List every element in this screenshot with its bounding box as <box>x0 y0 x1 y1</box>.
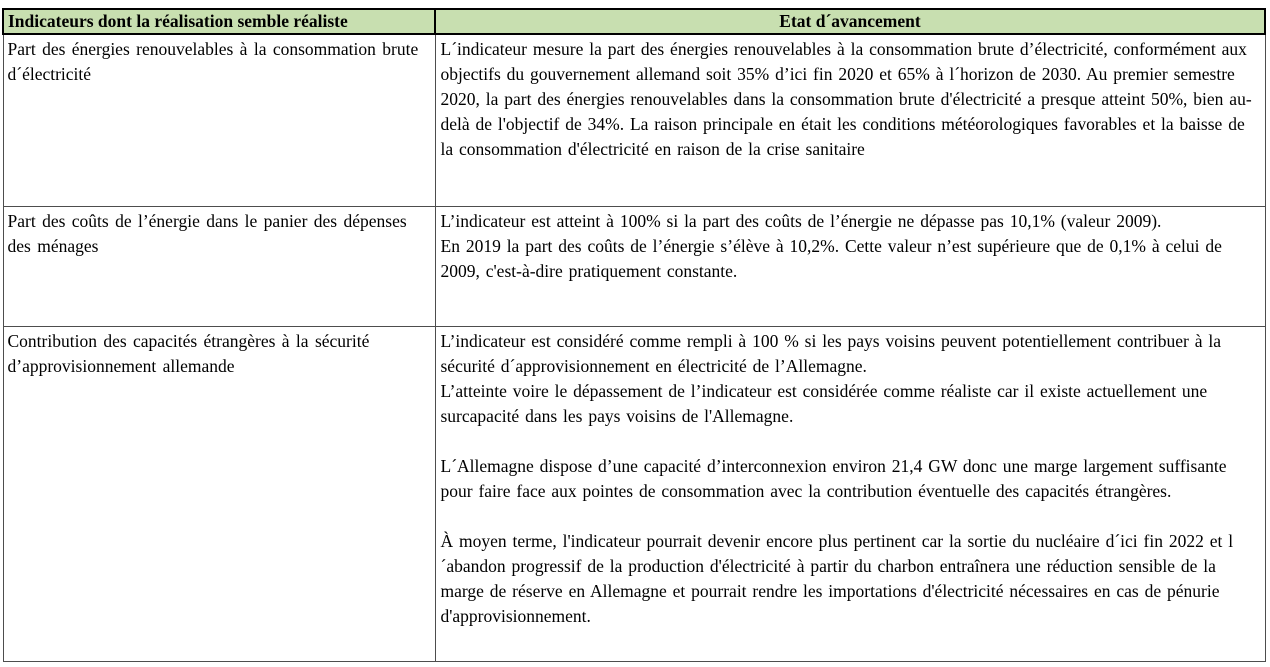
status-cell <box>435 326 1265 661</box>
status-cell <box>435 34 1265 206</box>
status-paragraph: L´Allemagne dispose d’une capacité d’interconnexion environ 21,4 GW donc une marge largement suffisante pour faire face aux pointes de consommation avec la contribution éventuelle des capacités étrangères. <box>440 455 1227 501</box>
header-indicators: Indicateurs dont la réalisation semble réaliste <box>3 9 435 34</box>
indicator-cell: Contribution des capacités étrangères à la sécurité d’approvisionnement allemande <box>3 326 435 661</box>
status-paragraph: En 2019 la part des coûts de l’énergie s’élève à 10,2%. Cette valeur n’est supérieure que de 0,1% à celui de 2009, c'est-à-dire pratiquement constante. <box>440 235 1222 281</box>
table-body <box>3 34 1265 661</box>
indicator-cell: Part des énergies renouvelables à la consommation brute d´électricité <box>3 34 435 206</box>
status-paragraph: L´indicateur mesure la part des énergies renouvelables à la consommation brute d’électricité, conformément aux objectifs du gouvernement allemand soit 35% d’ici fin 2020 et 65% à l´horizon de 2030. Au premier semestre 2020, la part des énergies renouvelables dans la consommation brute d'électricité a presque atteint 50%, bien au-delà de l'objectif de 34%. La raison principale en était les conditions météorologiques favorables et la baisse de la consommation d'électricité en raison de la crise sanitaire <box>440 39 1252 159</box>
header-row <box>3 9 1265 34</box>
status-paragraph: L’atteinte voire le dépassement de l’indicateur est considérée comme réaliste car il existe actuellement une surcapacité dans les pays voisins de l'Allemagne. <box>440 380 1208 426</box>
header-status: Etat d´avancement <box>435 9 1265 34</box>
table-row <box>3 206 1265 326</box>
blank-line <box>441 429 1259 454</box>
status-paragraph: L’indicateur est considéré comme rempli à 100 % si les pays voisins peuvent potentiellement contribuer à la sécurité d´approvisionnement en électricité de l’Allemagne. <box>440 330 1221 376</box>
indicators-table <box>2 8 1266 662</box>
table-row <box>3 326 1265 661</box>
indicator-cell: Part des coûts de l’énergie dans le panier des dépenses des ménages <box>3 206 435 326</box>
table-row <box>3 34 1265 206</box>
status-cell <box>435 206 1265 326</box>
table-header <box>3 9 1265 34</box>
status-paragraph: L’indicateur est atteint à 100% si la part des coûts de l’énergie ne dépasse pas 10,1% (valeur 2009). <box>440 210 1162 231</box>
status-paragraph: À moyen terme, l'indicateur pourrait devenir encore plus pertinent car la sortie du nucléaire d´ici fin 2022 et l´abandon progressif de la production d'électricité à partir du charbon entraînera une réduction sensible de la marge de réserve en Allemagne et pourrait rendre les importations d'électricité nécessaires en cas de pénurie d'approvisionnement. <box>440 530 1234 626</box>
blank-line <box>441 504 1259 529</box>
